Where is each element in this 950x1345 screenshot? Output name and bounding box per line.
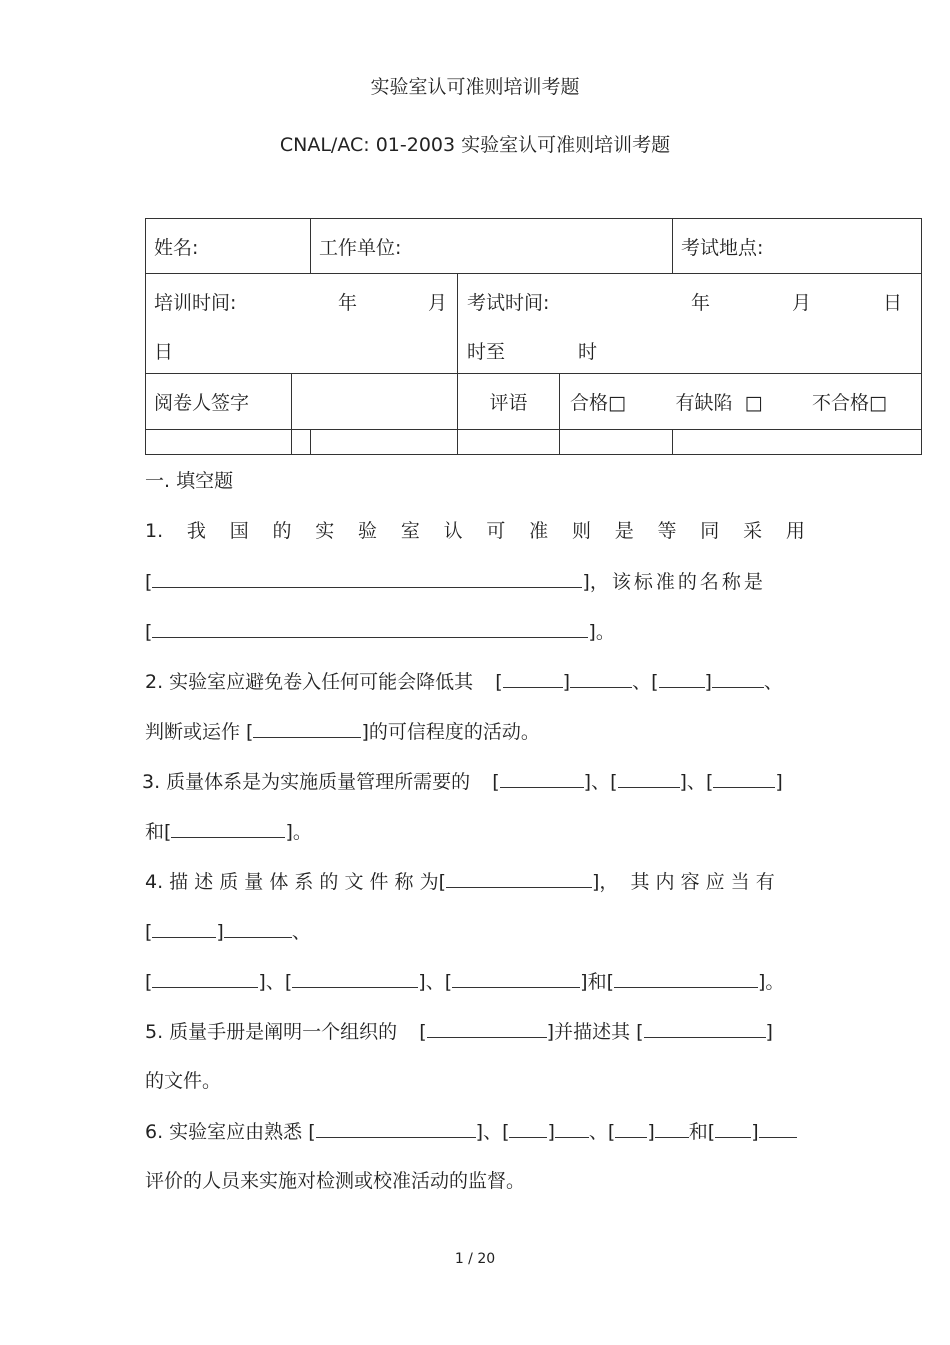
exam-time-label: 考试时间: — [467, 292, 550, 314]
question-5-line-1: 5. 质量手册是阐明一个组织的 [ ]并描述其 [ ] — [145, 1017, 773, 1046]
question-3-line-1: 3. 质量体系是为实施质量管理所需要的 [ ]、[ ]、[ ] — [142, 767, 783, 796]
training-time-label: 培训时间: — [154, 292, 237, 314]
question-1-char: 国 — [229, 520, 249, 542]
comment-label: 评语 — [489, 392, 528, 414]
blank-field[interactable] — [659, 667, 705, 688]
question-1-char: 我 — [186, 520, 206, 542]
question-1-char: 同 — [700, 520, 720, 542]
question-1-char: 的 — [272, 520, 292, 542]
blank-field[interactable] — [614, 967, 758, 988]
training-year-label: 年 — [338, 292, 358, 314]
question-1-char: 认 — [443, 520, 463, 542]
exam-time-cell[interactable] — [458, 274, 922, 374]
blank-field[interactable] — [292, 967, 418, 988]
blank-field[interactable] — [316, 1117, 476, 1138]
blank-cell — [311, 430, 458, 455]
blank-field[interactable] — [618, 767, 680, 788]
question-1-char: 等 — [657, 520, 677, 542]
blank-cell — [560, 430, 673, 455]
blank-field[interactable] — [452, 967, 580, 988]
name-cell[interactable] — [146, 219, 311, 274]
blank-cell — [458, 430, 560, 455]
question-4-line-3: [ ]、[ ]、[ ]和[ ]。 — [145, 967, 784, 996]
question-1-char: 是 — [614, 520, 634, 542]
grader-signature-label: 阅卷人签字 — [154, 392, 250, 414]
question-2-line-2: 判断或运作 [ ]的可信程度的活动。 — [145, 717, 540, 746]
question-6-line-1: 6. 实验室应由熟悉 [ ]、[ ] 、[ ] 和[ ] — [145, 1117, 797, 1146]
blank-field[interactable] — [644, 1017, 766, 1038]
page-number: 1 / 20 — [454, 1251, 496, 1267]
blank-field[interactable] — [427, 1017, 547, 1038]
blank-field[interactable] — [715, 1117, 751, 1138]
blank-field[interactable] — [446, 867, 592, 888]
work-unit-cell[interactable] — [311, 219, 673, 274]
question-4-line-1: 4. 描 述 质 量 体 系 的 文 件 称 为[ ]， 其 内 容 应 当 有 — [145, 867, 775, 896]
question-1-char: 则 — [571, 520, 591, 542]
training-time-cell[interactable] — [146, 274, 458, 374]
exam-location-label: 考试地点: — [681, 236, 764, 259]
question-6-line-2: 评价的人员来实施对检测或校准活动的监督。 — [145, 1170, 526, 1192]
blank-cell — [673, 430, 922, 455]
grader-label-cell — [146, 374, 292, 430]
exam-hour-from-label: 时至 — [467, 341, 506, 363]
question-1-line-1 — [145, 517, 805, 545]
exam-location-cell[interactable] — [673, 219, 922, 274]
question-1-char: 可 — [486, 520, 506, 542]
exam-day-label: 日 — [883, 292, 903, 314]
document-title: 实验室认可准则培训考题 — [370, 76, 580, 98]
blank-field[interactable] — [713, 767, 775, 788]
question-3-line-2: 和[ ]。 — [145, 817, 312, 846]
pass-checkbox[interactable]: 合格□ — [570, 392, 626, 414]
blank-field[interactable] — [152, 967, 258, 988]
name-label: 姓名: — [154, 236, 199, 259]
blank-cell — [292, 430, 311, 455]
grader-signature-field[interactable] — [292, 374, 458, 430]
blank-field[interactable] — [152, 617, 588, 638]
work-unit-label: 工作单位: — [319, 236, 402, 259]
defect-checkbox[interactable]: 有缺陷 □ — [675, 392, 763, 414]
question-1-char: 实 — [315, 520, 335, 542]
exam-hour-label: 时 — [578, 341, 598, 363]
document-subtitle: CNAL/AC: 01-2003 实验室认可准则培训考题 — [279, 134, 671, 156]
question-1-char: 验 — [358, 520, 378, 542]
question-1-char: 1. — [145, 520, 164, 542]
blank-field[interactable] — [253, 717, 361, 738]
blank-field[interactable] — [152, 917, 216, 938]
question-5-line-2: 的文件。 — [145, 1070, 222, 1092]
question-2-line-1: 2. 实验室应避免卷入任何可能会降低其 [ ] 、[ ] 、 — [145, 667, 783, 696]
blank-field[interactable] — [509, 1117, 547, 1138]
training-day-label: 日 — [154, 341, 174, 363]
blank-field[interactable] — [152, 567, 582, 588]
fail-checkbox[interactable]: 不合格□ — [812, 392, 887, 414]
exam-month-label: 月 — [792, 292, 812, 314]
blank-cell — [146, 430, 292, 455]
comment-label-cell — [458, 374, 560, 430]
blank-field[interactable] — [503, 667, 563, 688]
blank-field[interactable] — [615, 1117, 647, 1138]
question-4-line-2: [ ] 、 — [145, 917, 311, 946]
blank-field[interactable] — [171, 817, 285, 838]
question-1-line-2: [ ]，该标准的名称是 — [145, 567, 766, 596]
question-1-char: 室 — [400, 520, 420, 542]
section-heading: 一. 填空题 — [145, 470, 234, 492]
exam-info-table — [145, 218, 922, 455]
blank-field[interactable] — [500, 767, 584, 788]
comment-options-cell — [560, 374, 922, 430]
question-1-char: 采 — [743, 520, 763, 542]
training-month-label: 月 — [428, 292, 448, 314]
question-1-char: 用 — [785, 520, 805, 542]
question-1-char: 准 — [529, 520, 549, 542]
question-1-line-3: [ ]。 — [145, 617, 615, 646]
exam-year-label: 年 — [691, 292, 711, 314]
